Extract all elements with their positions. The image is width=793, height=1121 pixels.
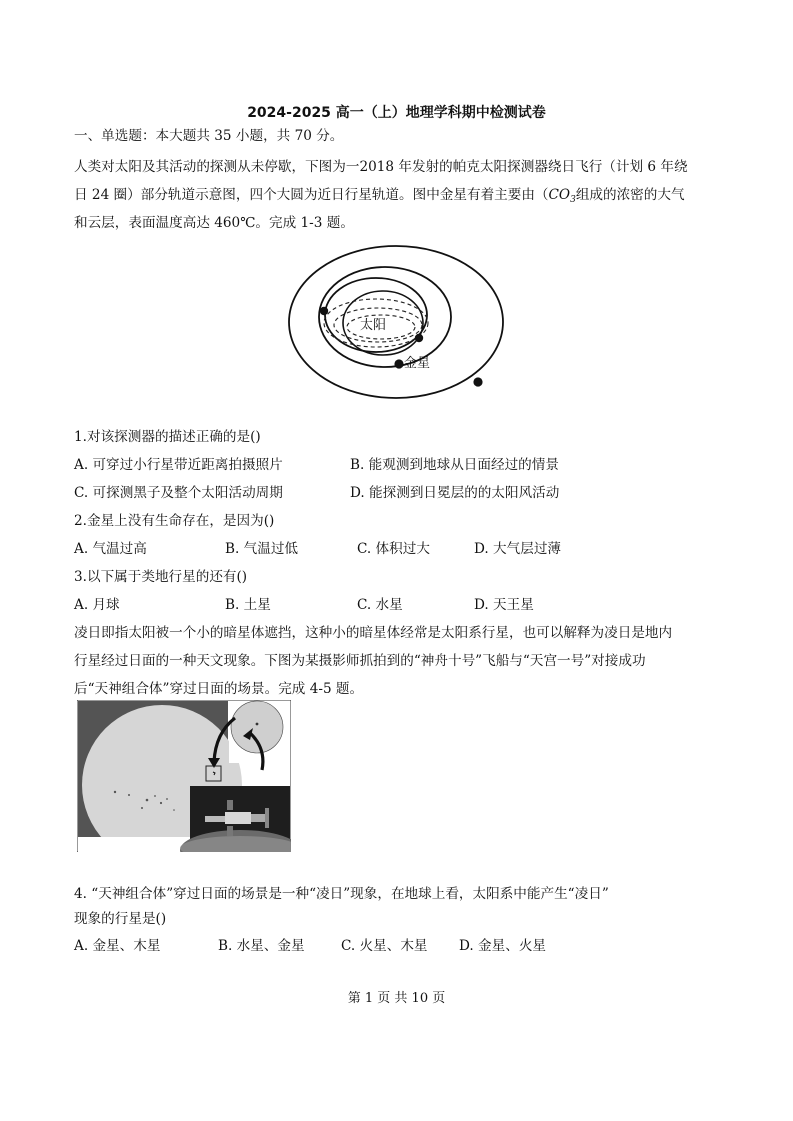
q2-option-c: C. 体积过大 bbox=[357, 541, 430, 557]
passage1-line2-text: 日 24 圈）部分轨道示意图，四个大圆为近日行星轨道。图中金星有着主要由（ bbox=[74, 187, 549, 203]
parker-orbit-diagram bbox=[286, 243, 506, 403]
q2-option-d: D. 大气层过薄 bbox=[474, 541, 562, 557]
q2-option-a: A. 气温过高 bbox=[74, 541, 147, 557]
transit-photo-figure bbox=[77, 700, 291, 852]
q3-option-a: A. 月球 bbox=[74, 597, 120, 613]
co3-formula bbox=[549, 187, 576, 203]
caption-strip bbox=[78, 837, 190, 852]
q4-option-a: A. 金星、木星 bbox=[74, 938, 161, 954]
passage1-line3: 和云层，表面温度高达 460℃。完成 1-3 题。 bbox=[74, 215, 354, 231]
outer-orbit bbox=[289, 246, 503, 398]
co3-formula-base: CO bbox=[548, 187, 571, 203]
planet-dot-left bbox=[320, 307, 328, 315]
venus-dot bbox=[394, 359, 403, 368]
planet-dot-inner bbox=[415, 334, 423, 342]
q4-stem-line1: 4. “天神组合体”穿过日面的场景是一种“凌日”现象，在地球上看，太阳系中能产生“凌日” bbox=[74, 886, 609, 902]
co3-formula-sub: 3 bbox=[570, 195, 576, 205]
page-footer: 第 1 页 共 10 页 bbox=[347, 991, 446, 1006]
inset-sun-zoom bbox=[231, 701, 283, 753]
q3-option-c: C. 水星 bbox=[357, 597, 403, 613]
q3-option-b: B. 土星 bbox=[225, 597, 271, 613]
passage2-line1: 凌日即指太阳被一个小的暗星体遮挡，这种小的暗星体经常是太阳系行星，也可以解释为凌日是地内 bbox=[74, 625, 673, 641]
venus-label: 金星 bbox=[404, 356, 431, 371]
venus-orbit bbox=[325, 278, 427, 352]
q4-option-b: B. 水星、金星 bbox=[218, 938, 305, 954]
q3-option-d: D. 天王星 bbox=[474, 597, 534, 613]
passage1-line1: 人类对太阳及其活动的探测从未停歇，下图为一2018 年发射的帕克太阳探测器绕日飞行（计划 6 年绕 bbox=[74, 159, 688, 175]
page-title: 2024-2025 高一（上）地理学科期中检测试卷 bbox=[247, 105, 546, 121]
q4-stem-line2: 现象的行星是() bbox=[74, 911, 167, 927]
passage2-line3: 后“天神组合体”穿过日面的场景。完成 4-5 题。 bbox=[74, 681, 364, 697]
passage1-line2 bbox=[74, 187, 685, 208]
passage1-line2-end: 组成的浓密的大气 bbox=[575, 187, 685, 203]
q4-option-c: C. 火星、木星 bbox=[341, 938, 428, 954]
inset-spacecraft-dot bbox=[256, 723, 259, 726]
q1-stem: 1.对该探测器的描述正确的是() bbox=[74, 429, 261, 445]
passage2-line2: 行星经过日面的一种天文现象。下图为某摄影师抓拍到的“神舟十号”飞船与“天宫一号”对接成功 bbox=[74, 653, 646, 669]
q1-option-b: B. 能观测到地球从日面经过的情景 bbox=[350, 457, 559, 473]
q2-option-b: B. 气温过低 bbox=[225, 541, 299, 557]
q1-option-a: A. 可穿过小行星带近距离拍摄照片 bbox=[74, 457, 283, 473]
q1-option-d: D. 能探测到日冕层的的太阳风活动 bbox=[350, 485, 560, 501]
q1-option-c: C. 可探测黑子及整个太阳活动周期 bbox=[74, 485, 283, 501]
q3-stem: 3.以下属于类地行星的还有() bbox=[74, 569, 248, 585]
q2-stem: 2.金星上没有生命存在，是因为() bbox=[74, 513, 275, 529]
earth-dot bbox=[473, 377, 482, 386]
sun-label: 太阳 bbox=[360, 318, 387, 333]
q4-option-d: D. 金星、火星 bbox=[459, 938, 547, 954]
section-heading: 一、单选题：本大题共 35 小题，共 70 分。 bbox=[74, 128, 344, 144]
